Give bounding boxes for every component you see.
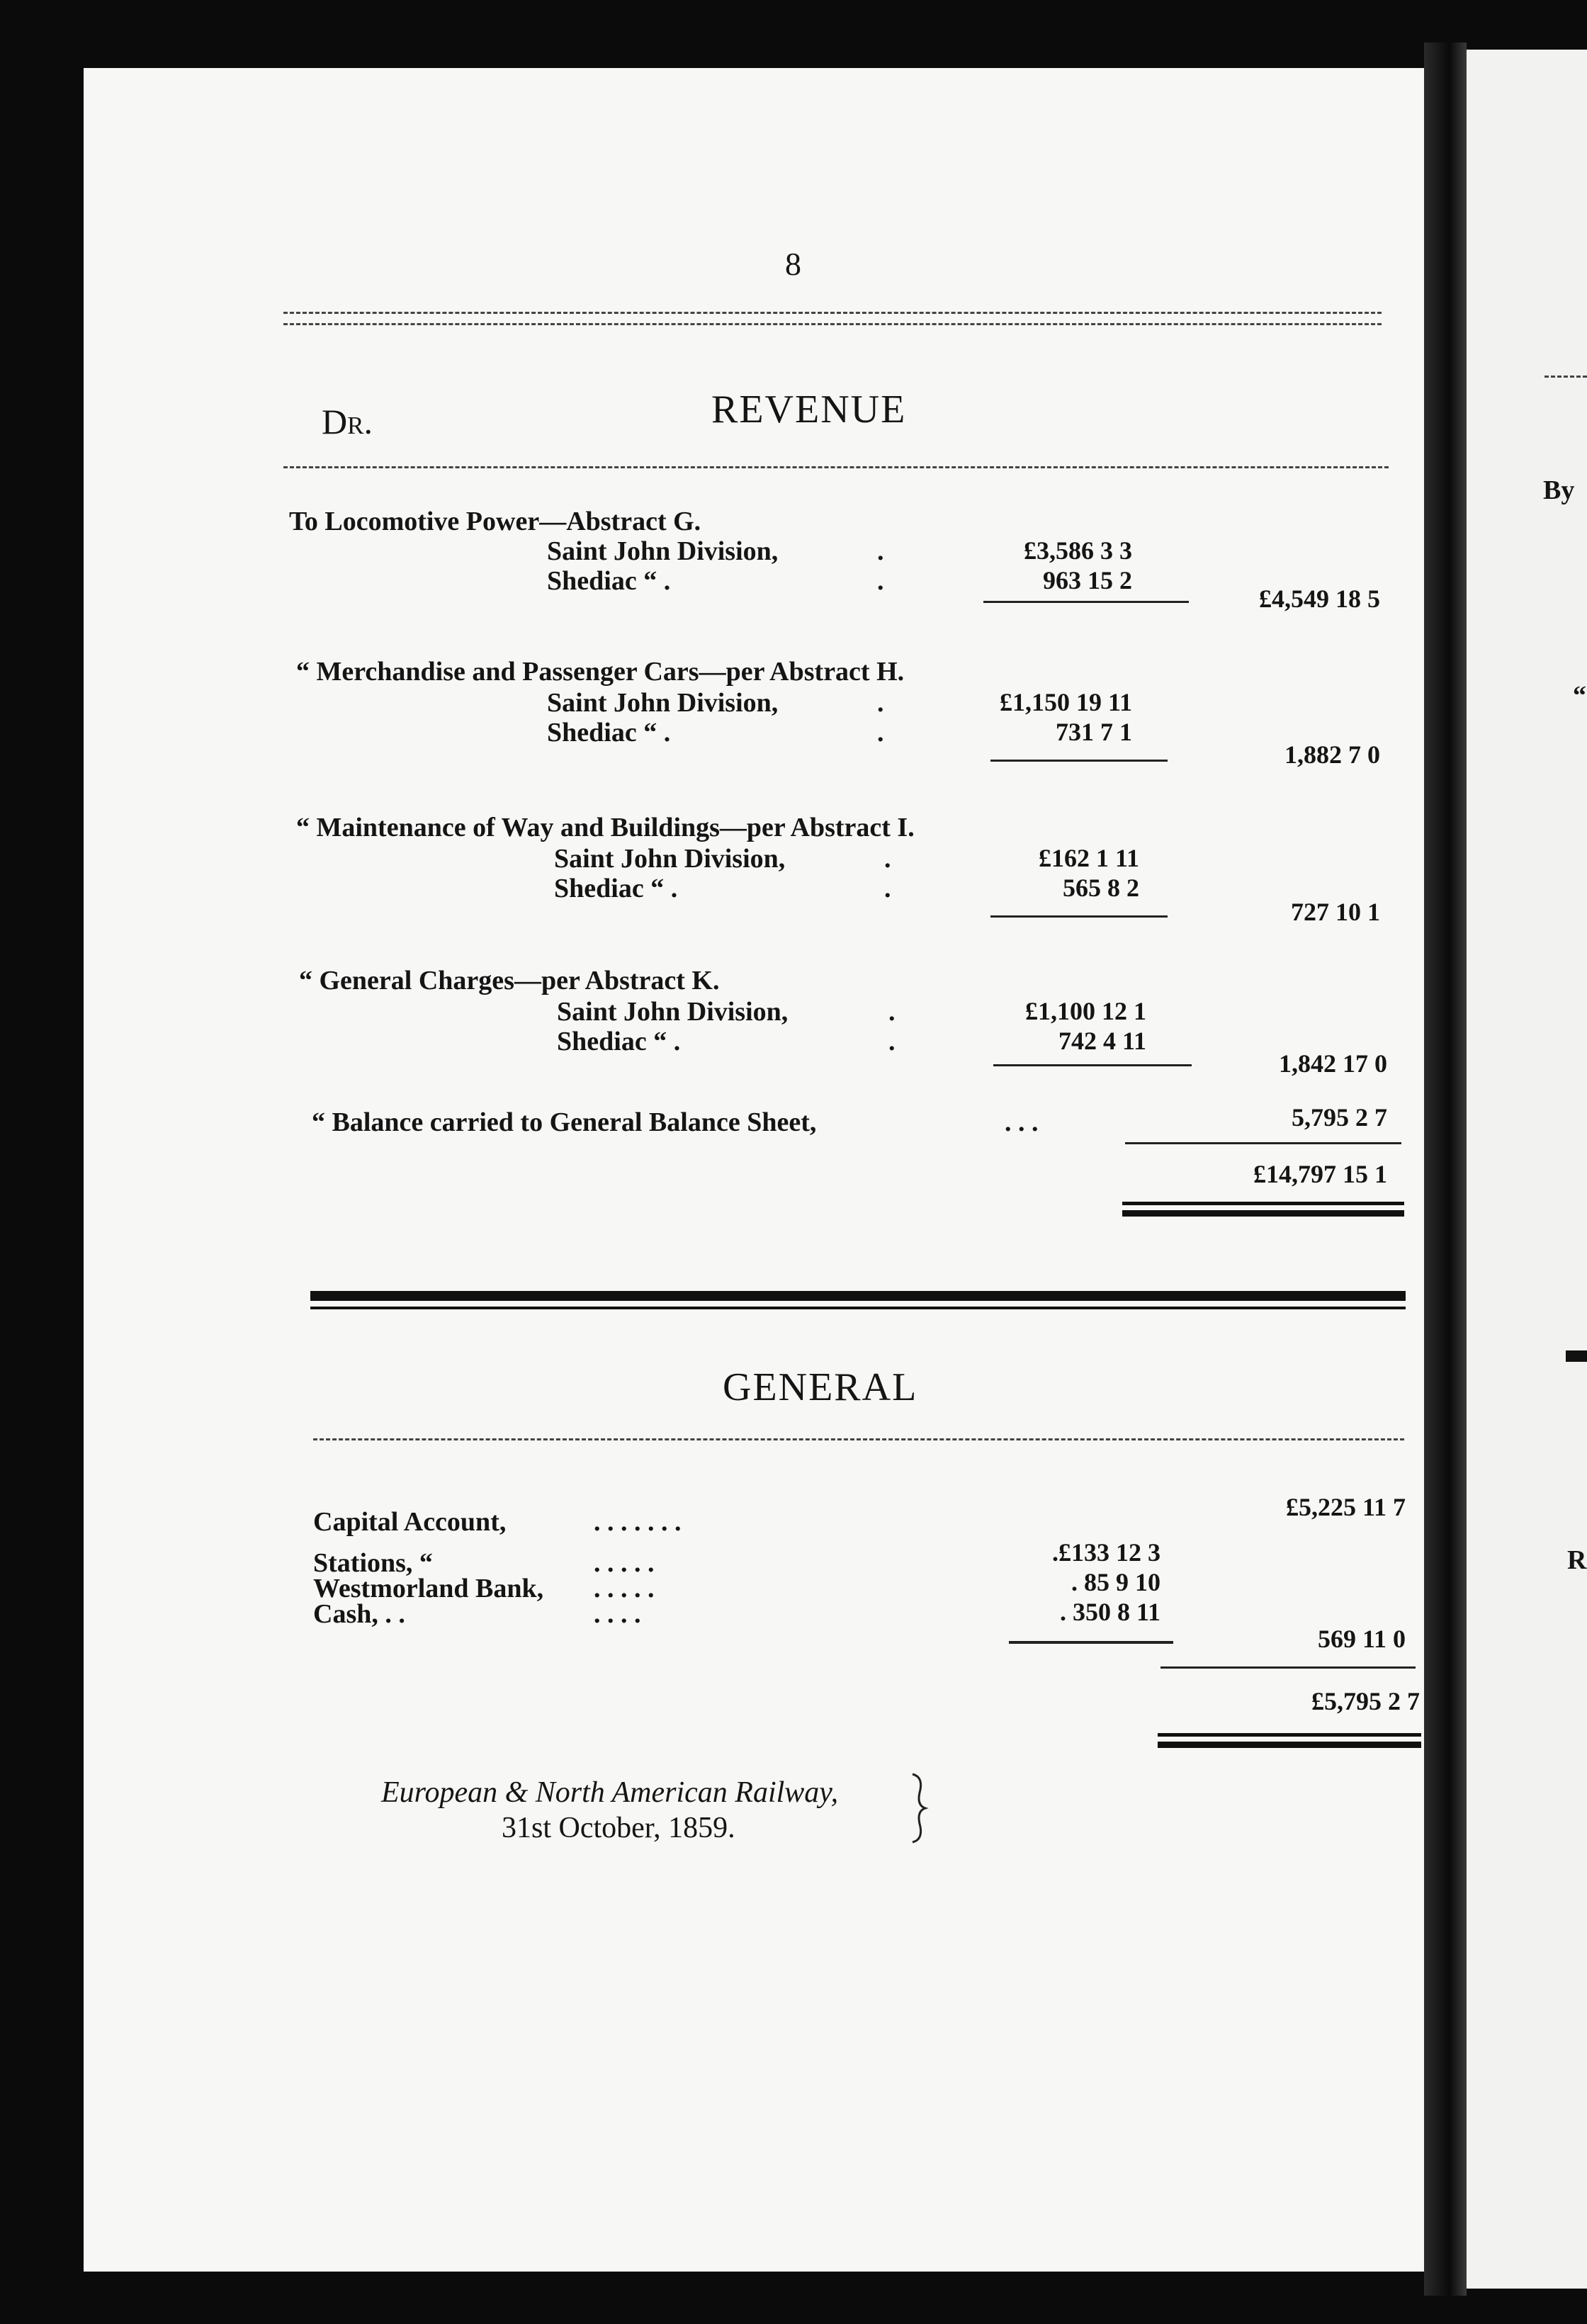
merchandise-line-label: Saint John Division, <box>547 688 779 718</box>
general-charges-total: 1,842 17 0 <box>1279 1049 1387 1078</box>
locomotive-line-amount: 963 15 2 <box>1043 566 1132 594</box>
general-charges-line-dot: . <box>888 1027 896 1056</box>
facing-page <box>1467 50 1587 2289</box>
facing-page-fragment-by: By <box>1543 475 1575 505</box>
balance-rule <box>1125 1142 1401 1144</box>
locomotive-line-dot: . <box>877 566 884 596</box>
revenue-double-rule <box>1122 1202 1404 1205</box>
general-charges-line-dot: . <box>888 997 896 1027</box>
general-double-rule <box>1158 1742 1421 1748</box>
locomotive-line-amount: £3,586 3 3 <box>1024 536 1132 565</box>
general-subtotal: 569 11 0 <box>1317 1625 1406 1653</box>
general-item-amount: . 85 9 10 <box>1071 1568 1160 1596</box>
general-charges-line-label: Shediac “ . <box>557 1027 681 1056</box>
general-item-label: Cash, . . <box>313 1599 405 1629</box>
general-title: GENERAL <box>723 1365 918 1409</box>
section-separator-rule <box>310 1291 1406 1301</box>
capital-account-label: Capital Account, <box>313 1507 507 1537</box>
maintenance-line-amount: £162 1 11 <box>1038 844 1139 872</box>
page-number: 8 <box>785 246 801 282</box>
footer-line-2: 31st October, 1859. <box>502 1812 735 1844</box>
general-item-amount: . 350 8 11 <box>1059 1598 1160 1626</box>
general-charges-line-label: Saint John Division, <box>557 997 789 1027</box>
capital-account-total: £5,225 11 7 <box>1285 1493 1406 1521</box>
maintenance-label: “ Maintenance of Way and Buildings—per Abstract I. <box>296 813 915 842</box>
general-total-rule <box>1160 1666 1416 1669</box>
revenue-grand-total: £14,797 15 1 <box>1253 1160 1387 1188</box>
general-title-rule <box>313 1438 1404 1440</box>
revenue-title-rule <box>283 466 1389 468</box>
merchandise-line-dot: . <box>877 688 884 718</box>
footer-line-1: European & North American Railway, <box>381 1776 839 1809</box>
header-rule-top <box>283 312 1382 314</box>
maintenance-total: 727 10 1 <box>1291 898 1380 926</box>
facing-page-fragment-r: R <box>1567 1545 1587 1575</box>
revenue-double-rule <box>1122 1210 1404 1217</box>
header-rule-bottom <box>283 323 1382 325</box>
general-item-label: Westmorland Bank, <box>313 1574 544 1603</box>
maintenance-line-dot: . <box>884 874 891 903</box>
general-charges-line-amount: 742 4 11 <box>1058 1027 1146 1055</box>
merchandise-total: 1,882 7 0 <box>1284 740 1380 769</box>
merchandise-line-label: Shediac “ . <box>547 718 671 748</box>
general-grand-total: £5,795 2 7 <box>1311 1687 1420 1715</box>
revenue-title: REVENUE <box>711 388 907 431</box>
merchandise-line-amount: 731 7 1 <box>1056 718 1132 746</box>
general-charges-line-amount: £1,100 12 1 <box>1025 997 1146 1025</box>
facing-page-fragment-quote: “ <box>1573 681 1586 711</box>
book-gutter <box>1424 43 1467 2296</box>
ledger-page <box>84 68 1424 2272</box>
maintenance-line-dot: . <box>884 844 891 874</box>
balance-leader: . . . <box>1005 1107 1039 1137</box>
merchandise-label: “ Merchandise and Passenger Cars—per Abstract H. <box>296 657 905 687</box>
general-item-label: Stations, “ <box>313 1548 433 1578</box>
footer-brace-icon <box>908 1771 930 1845</box>
general-double-rule <box>1158 1733 1421 1737</box>
merchandise-line-dot: . <box>877 718 884 748</box>
locomotive-total: £4,549 18 5 <box>1259 585 1380 613</box>
general-item-leader: . . . . <box>594 1599 641 1629</box>
merchandise-line-amount: £1,150 19 11 <box>999 688 1132 716</box>
general-item-leader: . . . . . <box>594 1574 655 1603</box>
dr-label: Dr. <box>322 402 373 441</box>
maintenance-line-label: Saint John Division, <box>554 844 786 874</box>
maintenance-line-amount: 565 8 2 <box>1063 874 1139 902</box>
facing-page-thick-rule <box>1566 1350 1587 1362</box>
general-charges-label: “ General Charges—per Abstract K. <box>299 966 720 995</box>
general-item-leader: . . . . . <box>594 1548 655 1578</box>
locomotive-line-label: Saint John Division, <box>547 536 779 566</box>
general-item-amount: .£133 12 3 <box>1052 1538 1160 1567</box>
balance-total: 5,795 2 7 <box>1292 1103 1387 1132</box>
locomotive-line-dot: . <box>877 536 884 566</box>
section-separator-rule <box>310 1307 1406 1309</box>
locomotive-line-label: Shediac “ . <box>547 566 671 596</box>
capital-account-leader: . . . . . . . <box>594 1507 682 1537</box>
maintenance-line-label: Shediac “ . <box>554 874 678 903</box>
facing-page-rule <box>1544 376 1587 378</box>
balance-label: “ Balance carried to General Balance Sheet, <box>312 1107 817 1137</box>
locomotive-label: To Locomotive Power—Abstract G. <box>289 507 701 536</box>
